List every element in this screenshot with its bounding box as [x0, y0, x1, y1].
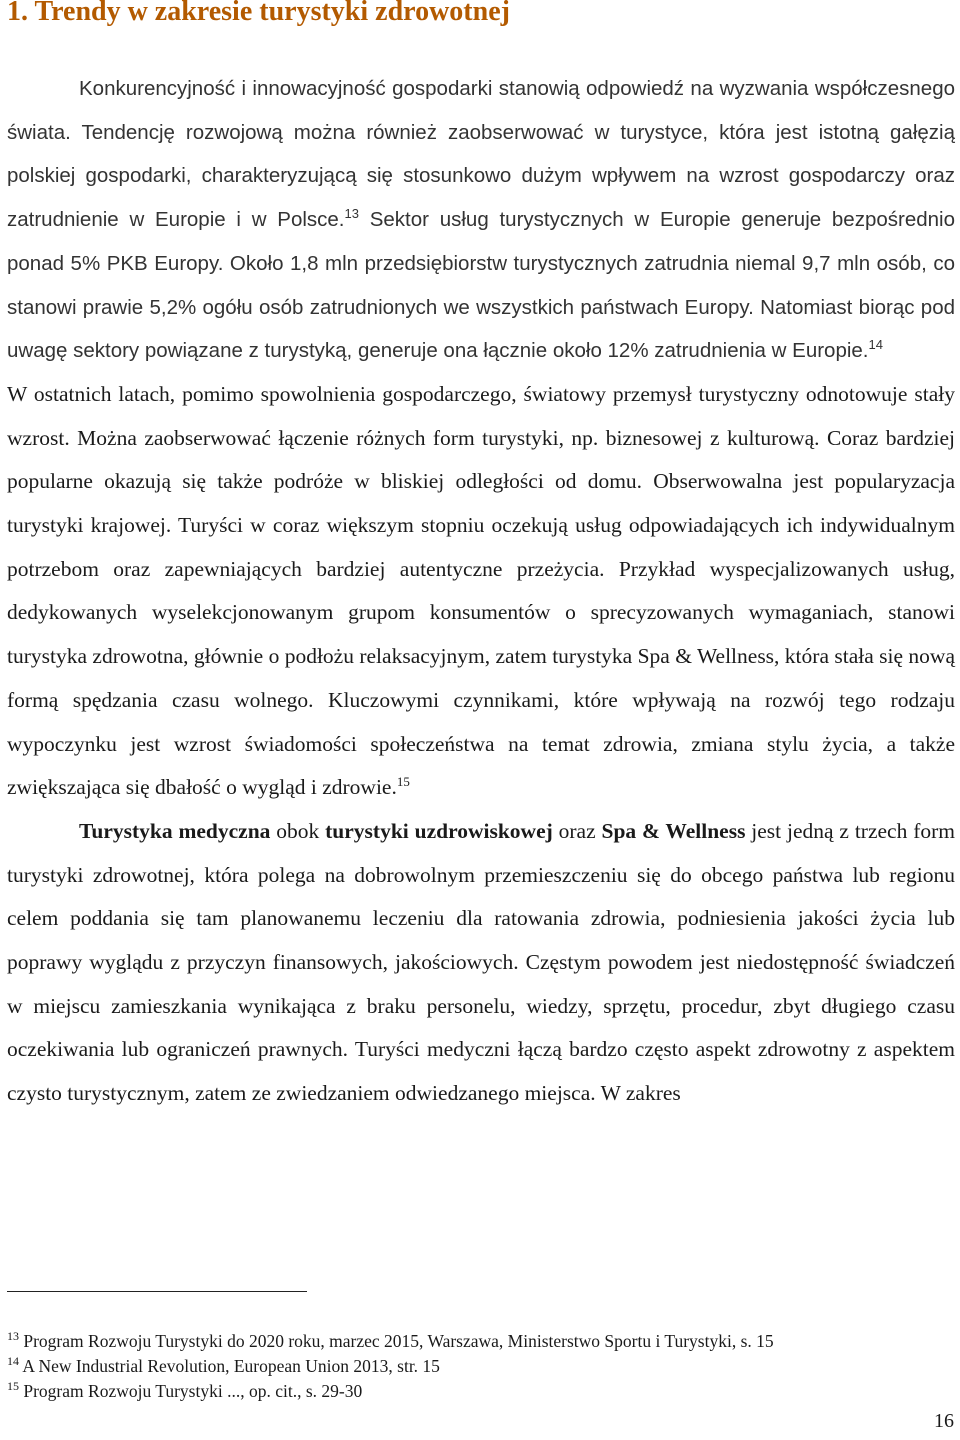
- term-spa-wellness: Spa & Wellness: [601, 818, 746, 843]
- footnote-15: [7, 1379, 947, 1404]
- footnote-ref-14[interactable]: 14: [868, 337, 883, 353]
- paragraph-2-text: W ostatnich latach, pomimo spowolnienia gospodarczego, światowy przemysł turystyczny odnotowuje stały wzrost. Można zaobserwować łączenie różnych form turystyki, np. biznesowej z kulturową. Coraz bardziej popularne okazują się także podróże w bliskiej odległości od domu. Obserwowalna jest popularyzacja turystyki krajowej. Turyści w coraz większym stopniu oczekują usług odpowiadających ich indywidualnym potrzebom oraz zapewniających bardziej autentyczne przeżycia. Przykład wyspecjalizowanych usług, dedykowanych wyselekcjonowanym grupom konsumentów o sprecyzowanych wymaganiach, stanowi turystyka zdrowotna, głównie o podłożu relaksacyjnym, zatem turystyka Spa & Wellness, która stała się nową formą spędzania czasu wolnego. Kluczowymi czynnikami, które wpływają na rozwój tego rodzaju wypoczynku jest wzrost świadomości społeczeństwa na temat zdrowia, zmiana stylu życia, a także zwiększająca się dbałość o wygląd i zdrowie.: [7, 381, 955, 800]
- footnote-14: [7, 1354, 947, 1379]
- paragraph-1-part-1: Konkurencyjność i innowacyjność gospodarki stanowią odpowiedź na wyzwania współczesnego świata. Tendencję rozwojową można również zaobserwować w turystyce, która jest istotną gałęzią polskiej gospodarki, charakteryzującą się stosunkowo dużym wpływem na wzrost gospodarczy oraz zatrudnienie w Europie i w Polsce.: [7, 77, 955, 232]
- footnote-ref-15[interactable]: 15: [396, 774, 410, 790]
- footnote-divider: [7, 1291, 307, 1292]
- footnote-number: 14: [7, 1354, 19, 1369]
- body-text: [7, 67, 955, 1116]
- paragraph-2: [7, 373, 955, 810]
- footnote-text: A New Industrial Revolution, European Union 2013, str. 15: [19, 1356, 440, 1376]
- paragraph-3-text-1: obok: [270, 818, 326, 843]
- paragraph-3: [7, 810, 955, 1116]
- footnote-text: Program Rozwoju Turystyki do 2020 roku, marzec 2015, Warszawa, Ministerstwo Sportu i Turystyki, s. 15: [19, 1331, 774, 1351]
- footnote-text: Program Rozwoju Turystyki ..., op. cit., s. 29-30: [19, 1381, 363, 1401]
- footnote-number: 15: [7, 1379, 19, 1394]
- footnotes: [7, 1329, 947, 1404]
- footnote-number: 13: [7, 1329, 19, 1344]
- paragraph-1-part-2: Sektor usług turystycznych w Europie generuje bezpośrednio ponad 5% PKB Europy. Około 1,8 mln przedsiębiorstw turystycznych zatrudnia niemal 9,7 mln osób, co stanowi prawie 5,2% ogółu osób zatrudnionych we wszystkich państwach Europy. Natomiast biorąc pod uwagę sektory powiązane z turystyką, generuje ona łącznie około 12% zatrudnienia w Europie.: [7, 208, 955, 363]
- footnote-ref-13[interactable]: 13: [344, 206, 359, 222]
- term-medical-tourism: Turystyka medyczna: [79, 818, 271, 843]
- footnote-13: [7, 1329, 947, 1354]
- paragraph-3-text-2: oraz: [552, 818, 602, 843]
- section-heading: 1. Trendy w zakresie turystyki zdrowotnej: [7, 0, 510, 27]
- paragraph-1: [7, 67, 955, 373]
- term-spa-tourism: turystyki uzdrowiskowej: [325, 818, 553, 843]
- paragraph-3-text-3: jest jedną z trzech form turystyki zdrowotnej, która polega na dobrowolnym przemieszczeniu się do obcego państwa lub regionu celem poddania się tam planowanemu leczeniu dla ratowania zdrowia, podniesienia jakości życia lub poprawy wyglądu z przyczyn finansowych, jakościowych. Częstym powodem jest niedostępność świadczeń w miejscu zamieszkania wynikająca z braku personelu, wiedzy, sprzętu, procedur, zbyt długiego czasu oczekiwania lub ograniczeń prawnych. Turyści medyczni łączą bardzo często aspekt zdrowotny z aspektem czysto turystycznym, zatem ze zwiedzaniem odwiedzanego miejsca. W zakres: [7, 818, 955, 1106]
- page-number: 16: [934, 1410, 954, 1432]
